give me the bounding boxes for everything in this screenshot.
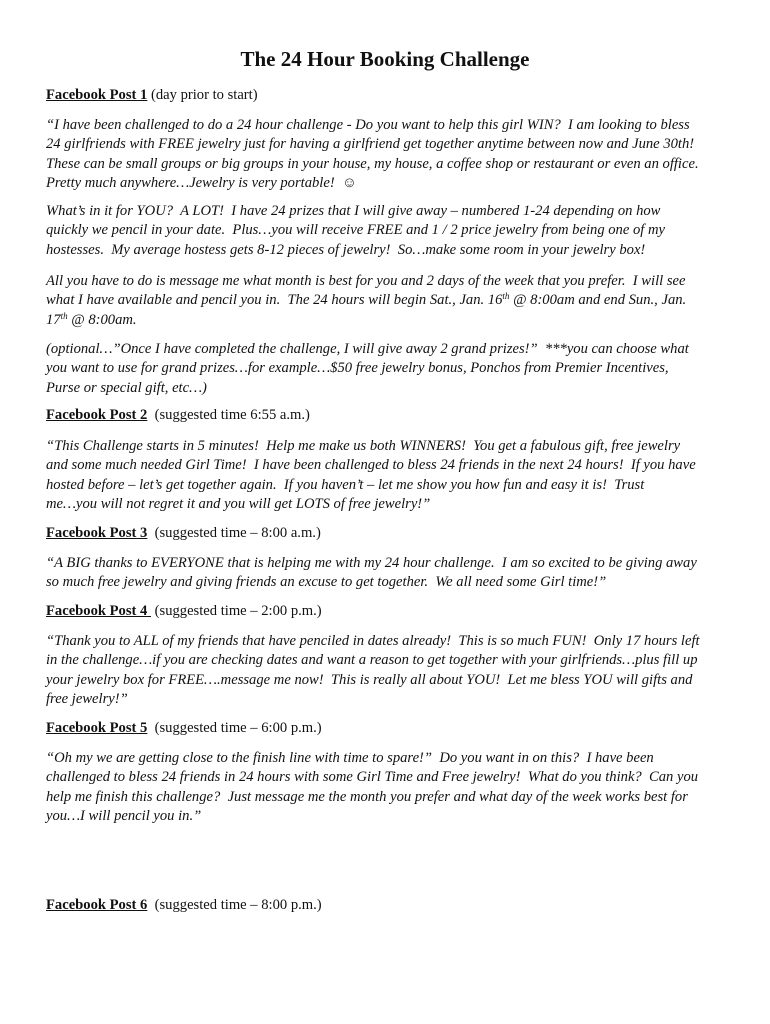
section-heading — [46, 896, 736, 915]
line-segment: @ 8:00am and end Sun., Jan. — [509, 292, 687, 309]
paragraph-line: hostesses. My average hostess gets 8-12 pieces of jewelry! So…make some room in your jewelry box! — [46, 241, 646, 258]
paragraph-line — [46, 311, 736, 330]
paragraph-line: you…I will pencil you in.” — [46, 807, 202, 824]
paragraph-line: Purse or special gift, etc…) — [46, 379, 207, 396]
paragraph-line — [46, 291, 736, 310]
document-title: The 24 Hour Booking Challenge — [240, 47, 530, 71]
heading-label: Facebook Post 5 — [46, 720, 148, 736]
paragraph-line: challenged to bless 24 friends in 24 hours with some Girl Time and Free jewelry! What do you think? Can you — [46, 769, 699, 786]
post-paragraph — [46, 272, 736, 330]
heading-label: Facebook Post 2 — [46, 407, 148, 423]
paragraph-line: help me finish this challenge? Just message me the month you prefer and what day of the week works best for — [46, 788, 688, 805]
heading-note: (suggested time – 2:00 p.m.) — [151, 603, 322, 619]
line-segment: what I have available and pencil you in. The 24 hours will begin Sat., Jan. 16 — [46, 292, 503, 309]
paragraph-line: These can be small groups or big groups in your house, my house, a coffee shop or restaurant or even an office. — [46, 155, 699, 172]
paragraph-line: and some much needed Girl Time! I have been challenged to bless 24 friends in the next 24 hours! If you have — [46, 457, 696, 474]
paragraph-line: Pretty much anywhere…Jewelry is very portable! ☺ — [46, 174, 357, 191]
ordinal-suffix: th — [60, 310, 68, 321]
post-paragraph — [46, 340, 736, 398]
paragraph-line: (optional…”Once I have completed the challenge, I will give away 2 grand prizes!” ***you can choose what — [46, 341, 689, 357]
line-segment: 17 — [46, 311, 61, 328]
post-paragraph — [46, 437, 736, 514]
paragraph-line: your jewelry box for FREE….message me now! This is really all about YOU! Let me bless YOU will gifts and — [46, 671, 693, 688]
paragraph-line: All you have to do is message me what month is best for you and 2 days of the week that you prefer. I will see — [46, 273, 686, 289]
heading-label: Facebook Post 3 — [46, 525, 148, 541]
post-paragraph — [46, 116, 736, 193]
ordinal-suffix: th — [502, 291, 510, 302]
section-heading — [46, 602, 736, 621]
line-segment: @ 8:00am. — [67, 311, 137, 328]
heading-note: (day prior to start) — [147, 87, 258, 103]
heading-note: (suggested time 6:55 a.m.) — [147, 407, 310, 423]
section-heading — [46, 86, 736, 105]
heading-label: Facebook Post 4 — [46, 603, 151, 619]
paragraph-line: free jewelry!” — [46, 690, 128, 707]
heading-note: (suggested time – 8:00 a.m.) — [147, 525, 321, 541]
section-heading — [46, 719, 736, 738]
paragraph-line: me…you will not regret it and you will get LOTS of free jewelry!” — [46, 495, 431, 512]
paragraph-line: 24 girlfriends with FREE jewelry just for having a girlfriend get together anytime between now and June 30th! — [46, 136, 695, 153]
post-paragraph — [46, 632, 736, 709]
heading-note: (suggested time – 6:00 p.m.) — [147, 720, 322, 736]
paragraph-line: “A BIG thanks to EVERYONE that is helping me with my 24 hour challenge. I am so excited to be giving away — [46, 555, 697, 571]
paragraph-line: you want to use for grand prizes…for example…$50 free jewelry bonus, Ponchos from Premier Incentives, — [46, 360, 669, 377]
paragraph-line: “Thank you to ALL of my friends that have penciled in dates already! This is so much FUN! Only 17 hours left — [46, 633, 700, 649]
paragraph-line: quickly we pencil in your date. Plus…you will receive FREE and 1 / 2 price jewelry from being one of my — [46, 222, 665, 239]
section-heading — [46, 406, 736, 425]
post-paragraph — [46, 749, 736, 826]
paragraph-line: “I have been challenged to do a 24 hour challenge - Do you want to help this girl WIN? I am looking to bless — [46, 117, 690, 133]
post-paragraph — [46, 202, 736, 260]
paragraph-line: What’s in it for YOU? A LOT! I have 24 prizes that I will give away – numbered 1-24 depending on how — [46, 203, 661, 219]
post-paragraph — [46, 554, 736, 593]
heading-note: (suggested time – 8:00 p.m.) — [147, 897, 322, 913]
paragraph-line: in the challenge…if you are checking dates and want a reason to get together with your girlfriends…plus fill up — [46, 652, 698, 669]
heading-label: Facebook Post 1 — [46, 87, 148, 103]
paragraph-line: “This Challenge starts in 5 minutes! Help me make us both WINNERS! You get a fabulous gift, free jewelry — [46, 438, 681, 454]
paragraph-line: “Oh my we are getting close to the finish line with time to spare!” Do you want in on this? I have been — [46, 750, 654, 766]
section-heading — [46, 524, 736, 543]
heading-label: Facebook Post 6 — [46, 897, 148, 913]
paragraph-line: so much free jewelry and giving friends an excuse to get together. We all need some Girl time!” — [46, 574, 607, 591]
paragraph-line: hosted before – let’s get together again. If you haven’t – let me show you how fun and easy it is! Trust — [46, 476, 645, 493]
